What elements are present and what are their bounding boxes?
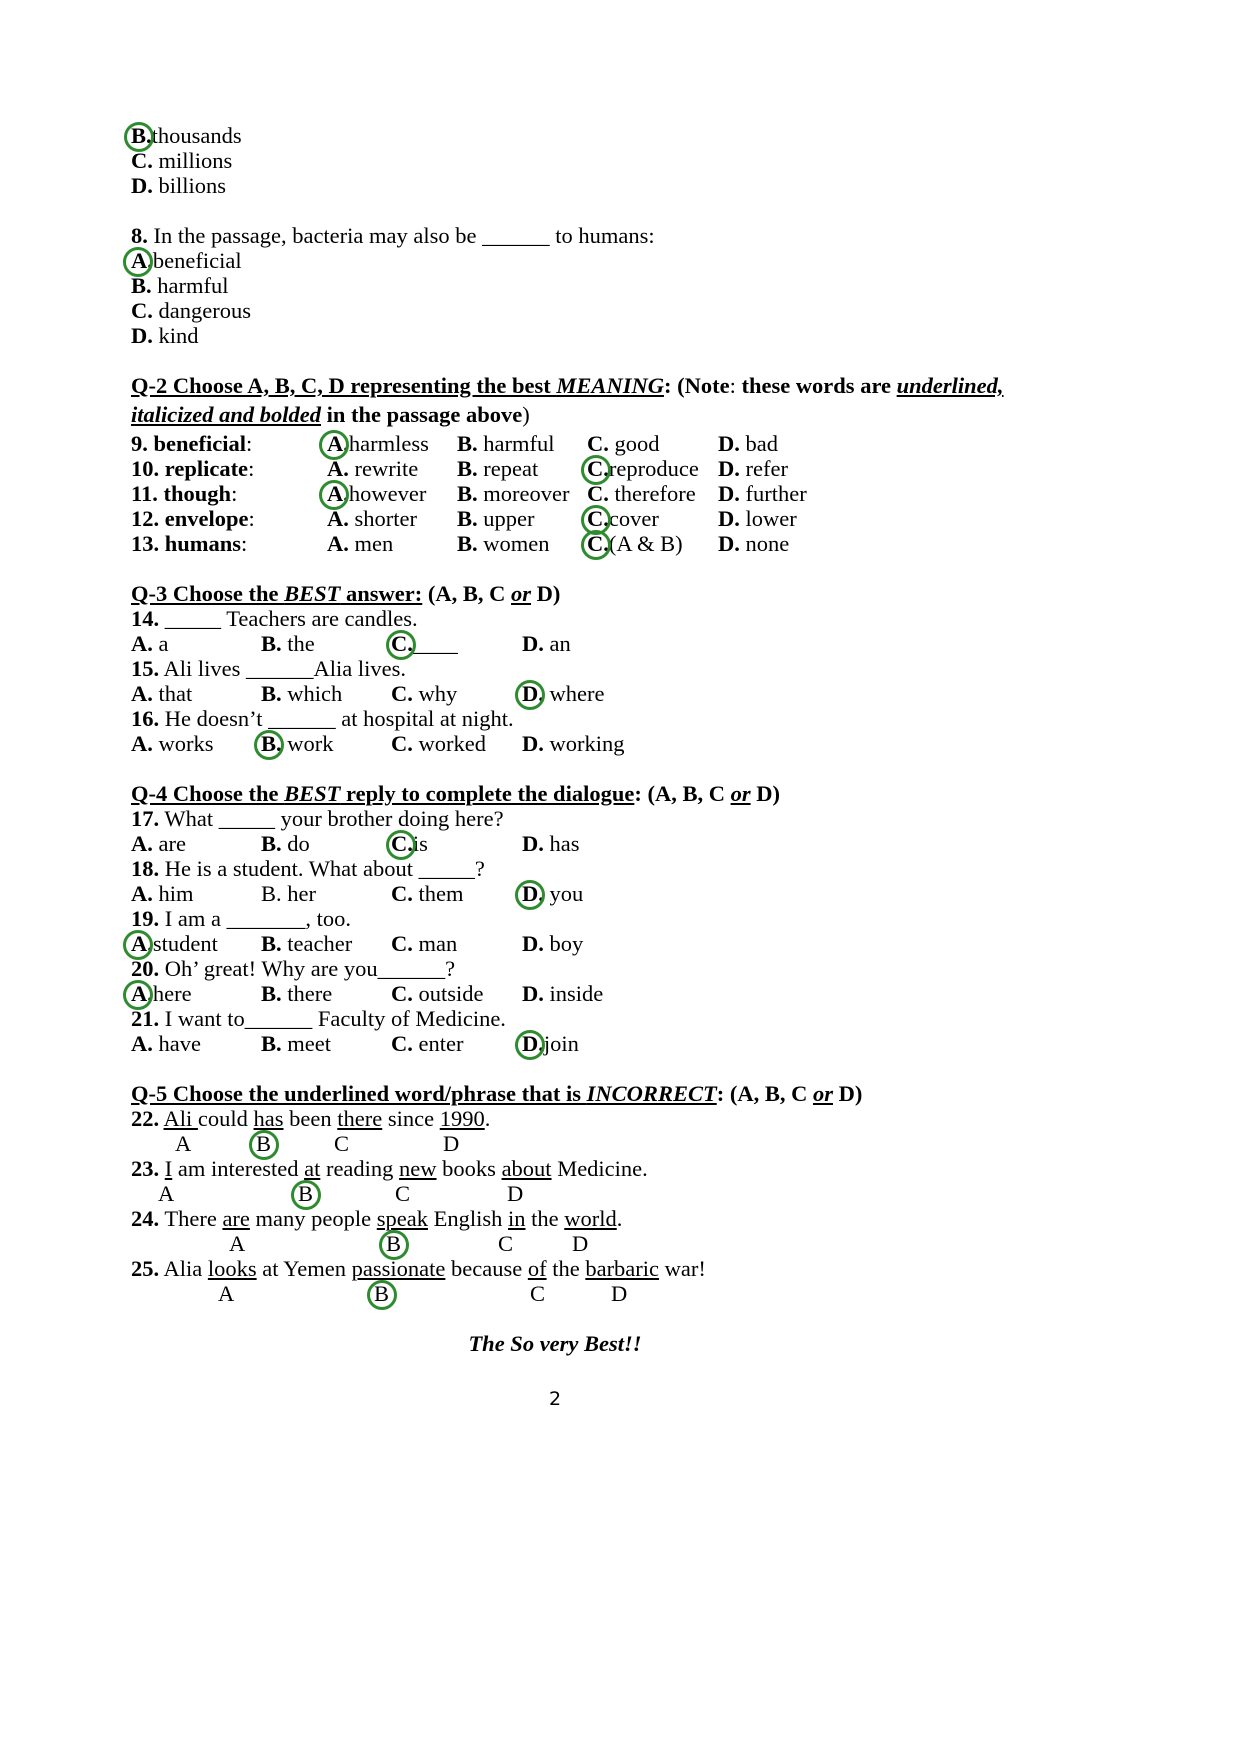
answer-circle: [367, 1280, 397, 1310]
q25-label-c: C: [530, 1281, 546, 1306]
q24-label-b: B: [386, 1231, 402, 1256]
q2-option-d: D. further: [718, 481, 807, 506]
q17-option-d: D. has: [522, 831, 580, 856]
q2-option-c: C.(A & B): [587, 531, 683, 556]
q2-word: 13. humans:: [131, 531, 248, 556]
q7-option-c: C. millions: [131, 148, 233, 173]
q5-heading: Q-5 Choose the underlined word/phrase that is INCORRECT: (A, B, C or D): [131, 1081, 863, 1106]
q2-word: 12. envelope:: [131, 506, 255, 531]
q2-option-b: B. harmful: [457, 431, 555, 456]
q8-stem: 8. In the passage, bacteria may also be ______ to humans:: [131, 223, 655, 248]
page-number: 2: [548, 1388, 562, 1410]
q2-option-a: A.harmless: [327, 431, 429, 456]
q16-option-d: D. working: [522, 731, 625, 756]
q20-stem: 20. Oh’ great! Why are you______?: [131, 956, 456, 981]
q16-stem: 16. He doesn’t ______ at hospital at night.: [131, 706, 514, 731]
q25-label-b: B: [374, 1281, 390, 1306]
q8-option-d: D. kind: [131, 323, 199, 348]
q7-option-b: B.thousands: [131, 123, 242, 148]
q2-option-a: A. rewrite: [327, 456, 419, 481]
q25-label-a: A: [218, 1281, 235, 1306]
q21-option-c: C. enter: [391, 1031, 464, 1056]
q15-stem: 15. Ali lives ______Alia lives.: [131, 656, 406, 681]
q23-label-d: D: [507, 1181, 524, 1206]
q17-option-b: B. do: [261, 831, 310, 856]
q17-stem: 17. What _____ your brother doing here?: [131, 806, 504, 831]
q2-option-a: A. men: [327, 531, 394, 556]
q23-label-c: C: [395, 1181, 411, 1206]
q2-option-d: D. none: [718, 531, 790, 556]
q24-label-a: A: [229, 1231, 246, 1256]
q2-option-b: B. repeat: [457, 456, 539, 481]
q3-heading: Q-3 Choose the BEST answer: (A, B, C or D): [131, 581, 561, 606]
q2-option-d: D. bad: [718, 431, 778, 456]
q2-option-c: C.reproduce: [587, 456, 699, 481]
answer-circle: [515, 880, 545, 910]
q25-label-d: D: [611, 1281, 628, 1306]
q15-option-b: B. which: [261, 681, 343, 706]
q7-option-d: D. billions: [131, 173, 227, 198]
q14-stem: 14. _____ Teachers are candles.: [131, 606, 418, 631]
q18-option-a: A. him: [131, 881, 194, 906]
q2-option-a: A.however: [327, 481, 427, 506]
q2-word: 9. beneficial:: [131, 431, 253, 456]
q23-sentence: 23. I am interested at reading new books about Medicine.: [131, 1156, 648, 1181]
q21-option-a: A. have: [131, 1031, 201, 1056]
q19-option-d: D. boy: [522, 931, 584, 956]
q19-stem: 19. I am a _______, too.: [131, 906, 351, 931]
q16-option-a: A. works: [131, 731, 214, 756]
q2-option-b: B. upper: [457, 506, 535, 531]
q2-option-d: D. lower: [718, 506, 797, 531]
q2-option-c: C. good: [587, 431, 660, 456]
q8-option-a: A.beneficial: [131, 248, 242, 273]
q2-word: 10. replicate:: [131, 456, 255, 481]
q2-word: 11. though:: [131, 481, 238, 506]
q20-option-c: C. outside: [391, 981, 484, 1006]
q25-sentence: 25. Alia looks at Yemen passionate because of the barbaric war!: [131, 1256, 706, 1281]
q19-option-a: A.student: [131, 931, 218, 956]
q14-option-a: A. a: [131, 631, 169, 656]
q2-option-c: C.cover: [587, 506, 659, 531]
q22-label-c: C: [334, 1131, 350, 1156]
q24-label-c: C: [498, 1231, 514, 1256]
q16-option-b: B. work: [261, 731, 334, 756]
answer-circle: [581, 530, 611, 560]
q22-sentence: 22. Ali could has been there since 1990.: [131, 1106, 491, 1131]
q24-label-d: D: [572, 1231, 589, 1256]
q16-option-c: C. worked: [391, 731, 486, 756]
q22-label-b: B: [256, 1131, 272, 1156]
q22-label-d: D: [443, 1131, 460, 1156]
answer-circle: [254, 730, 284, 760]
q19-option-c: C. man: [391, 931, 458, 956]
closing-line: The So very Best!!: [468, 1331, 642, 1356]
q21-option-b: B. meet: [261, 1031, 331, 1056]
q17-option-c: C.is: [391, 831, 428, 856]
q2-option-b: B. women: [457, 531, 550, 556]
q19-option-b: B. teacher: [261, 931, 353, 956]
q2-option-a: A. shorter: [327, 506, 417, 531]
q24-sentence: 24. There are many people speak English in the world.: [131, 1206, 623, 1231]
q15-option-c: C. why: [391, 681, 458, 706]
q21-option-d: D.join: [522, 1031, 579, 1056]
q2-heading-line2: italicized and bolded in the passage above): [131, 402, 530, 427]
q20-option-d: D. inside: [522, 981, 604, 1006]
q4-heading: Q-4 Choose the BEST reply to complete the dialogue: (A, B, C or D): [131, 781, 780, 806]
q18-option-d: D. you: [522, 881, 584, 906]
q14-option-b: B. the: [261, 631, 315, 656]
q21-stem: 21. I want to______ Faculty of Medicine.: [131, 1006, 506, 1031]
q18-option-b: B. her: [261, 881, 316, 906]
q2-heading: Q-2 Choose A, B, C, D representing the best MEANING: (Note: these words are underlined,: [131, 373, 1004, 398]
q20-option-a: A.here: [131, 981, 192, 1006]
q15-option-d: D. where: [522, 681, 605, 706]
q23-label-a: A: [158, 1181, 175, 1206]
q18-option-c: C. them: [391, 881, 464, 906]
q22-label-a: A: [175, 1131, 192, 1156]
q2-option-d: D. refer: [718, 456, 788, 481]
q15-option-a: A. that: [131, 681, 193, 706]
q2-option-c: C. therefore: [587, 481, 696, 506]
q18-stem: 18. He is a student. What about _____?: [131, 856, 485, 881]
q8-option-c: C. dangerous: [131, 298, 251, 323]
q17-option-a: A. are: [131, 831, 186, 856]
q14-option-c: C.____: [391, 631, 458, 656]
q14-option-d: D. an: [522, 631, 571, 656]
q20-option-b: B. there: [261, 981, 333, 1006]
answer-circle: [515, 680, 545, 710]
q8-option-b: B. harmful: [131, 273, 229, 298]
q2-option-b: B. moreover: [457, 481, 570, 506]
answer-circle: [515, 1030, 545, 1060]
q23-label-b: B: [298, 1181, 314, 1206]
